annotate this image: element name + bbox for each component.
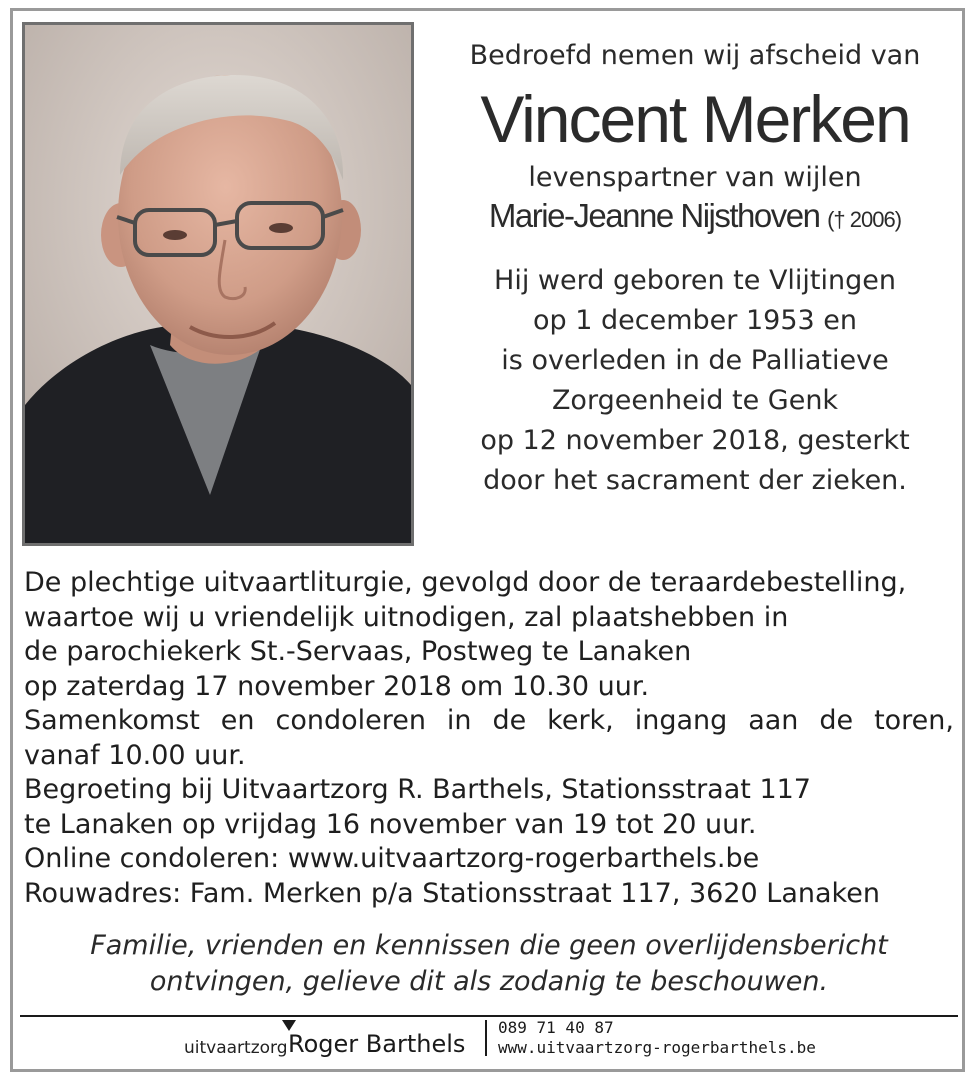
closing-line: Familie, vrienden en kennissen die geen overlijdensbericht: [90, 930, 888, 961]
partner-line: [430, 197, 960, 235]
details-line: Online condoleren: www.uitvaartzorg-rogerbarthels.be: [24, 843, 760, 874]
closing-line: ontvingen, gelieve dit als zodanig te beschouwen.: [149, 966, 829, 997]
bio-line: door het sacrament der zieken.: [483, 465, 907, 497]
funeral-home-label: uitvaartzorg: [184, 1038, 288, 1058]
heading-block: [430, 40, 960, 501]
portrait-photo: [22, 22, 414, 546]
bio-line: op 12 november 2018, gesterkt: [480, 425, 910, 457]
details-line: waartoe wij u vriendelijk uitnodigen, zal plaatshebben in: [24, 601, 789, 633]
website-link[interactable]: www.uitvaartzorg-rogerbarthels.be: [498, 1038, 816, 1057]
funeral-home-name: Roger Barthels: [288, 1030, 466, 1058]
partner-death-year: († 2006): [827, 207, 902, 233]
funeral-details: [24, 566, 954, 911]
partner-name: Marie-Jeanne Nijsthoven: [488, 197, 820, 235]
footer: [0, 1018, 980, 1068]
details-line: Samenkomst en condoleren in de kerk, ingang aan de toren,: [24, 705, 954, 736]
footer-rule: [20, 1015, 958, 1017]
bio-line: Hij werd geboren te Vlijtingen: [494, 265, 896, 297]
bio-line: Zorgeenheid te Genk: [551, 385, 839, 417]
details-line: Begroeting bij Uitvaartzorg R. Barthels, Stationsstraat 117: [24, 774, 811, 805]
portrait-illustration: [25, 25, 411, 543]
bio-block: [430, 261, 960, 501]
intro-line: Bedroefd nemen wij afscheid van: [469, 40, 921, 71]
phone-number: 089 71 40 87: [498, 1018, 614, 1037]
closing-note: [24, 928, 954, 1000]
details-line: de parochiekerk St.-Servaas, Postweg te Lanaken: [24, 636, 692, 667]
bio-line: is overleden in de Palliatieve: [501, 345, 889, 377]
footer-divider: [485, 1020, 487, 1056]
details-line: op zaterdag 17 november 2018 om 10.30 uur.: [24, 670, 650, 702]
partner-label: levenspartner van wijlen: [528, 162, 862, 194]
bio-line: op 1 december 1953 en: [533, 305, 857, 337]
details-line: te Lanaken op vrijdag 16 november van 19 tot 20 uur.: [24, 808, 757, 840]
deceased-name: Vincent Merken: [480, 82, 910, 156]
details-line: vanaf 10.00 uur.: [24, 739, 246, 771]
details-line: De plechtige uitvaartliturgie, gevolgd door de teraardebestelling,: [24, 567, 907, 598]
details-line: Rouwadres: Fam. Merken p/a Stationsstraat 117, 3620 Lanaken: [24, 877, 880, 909]
